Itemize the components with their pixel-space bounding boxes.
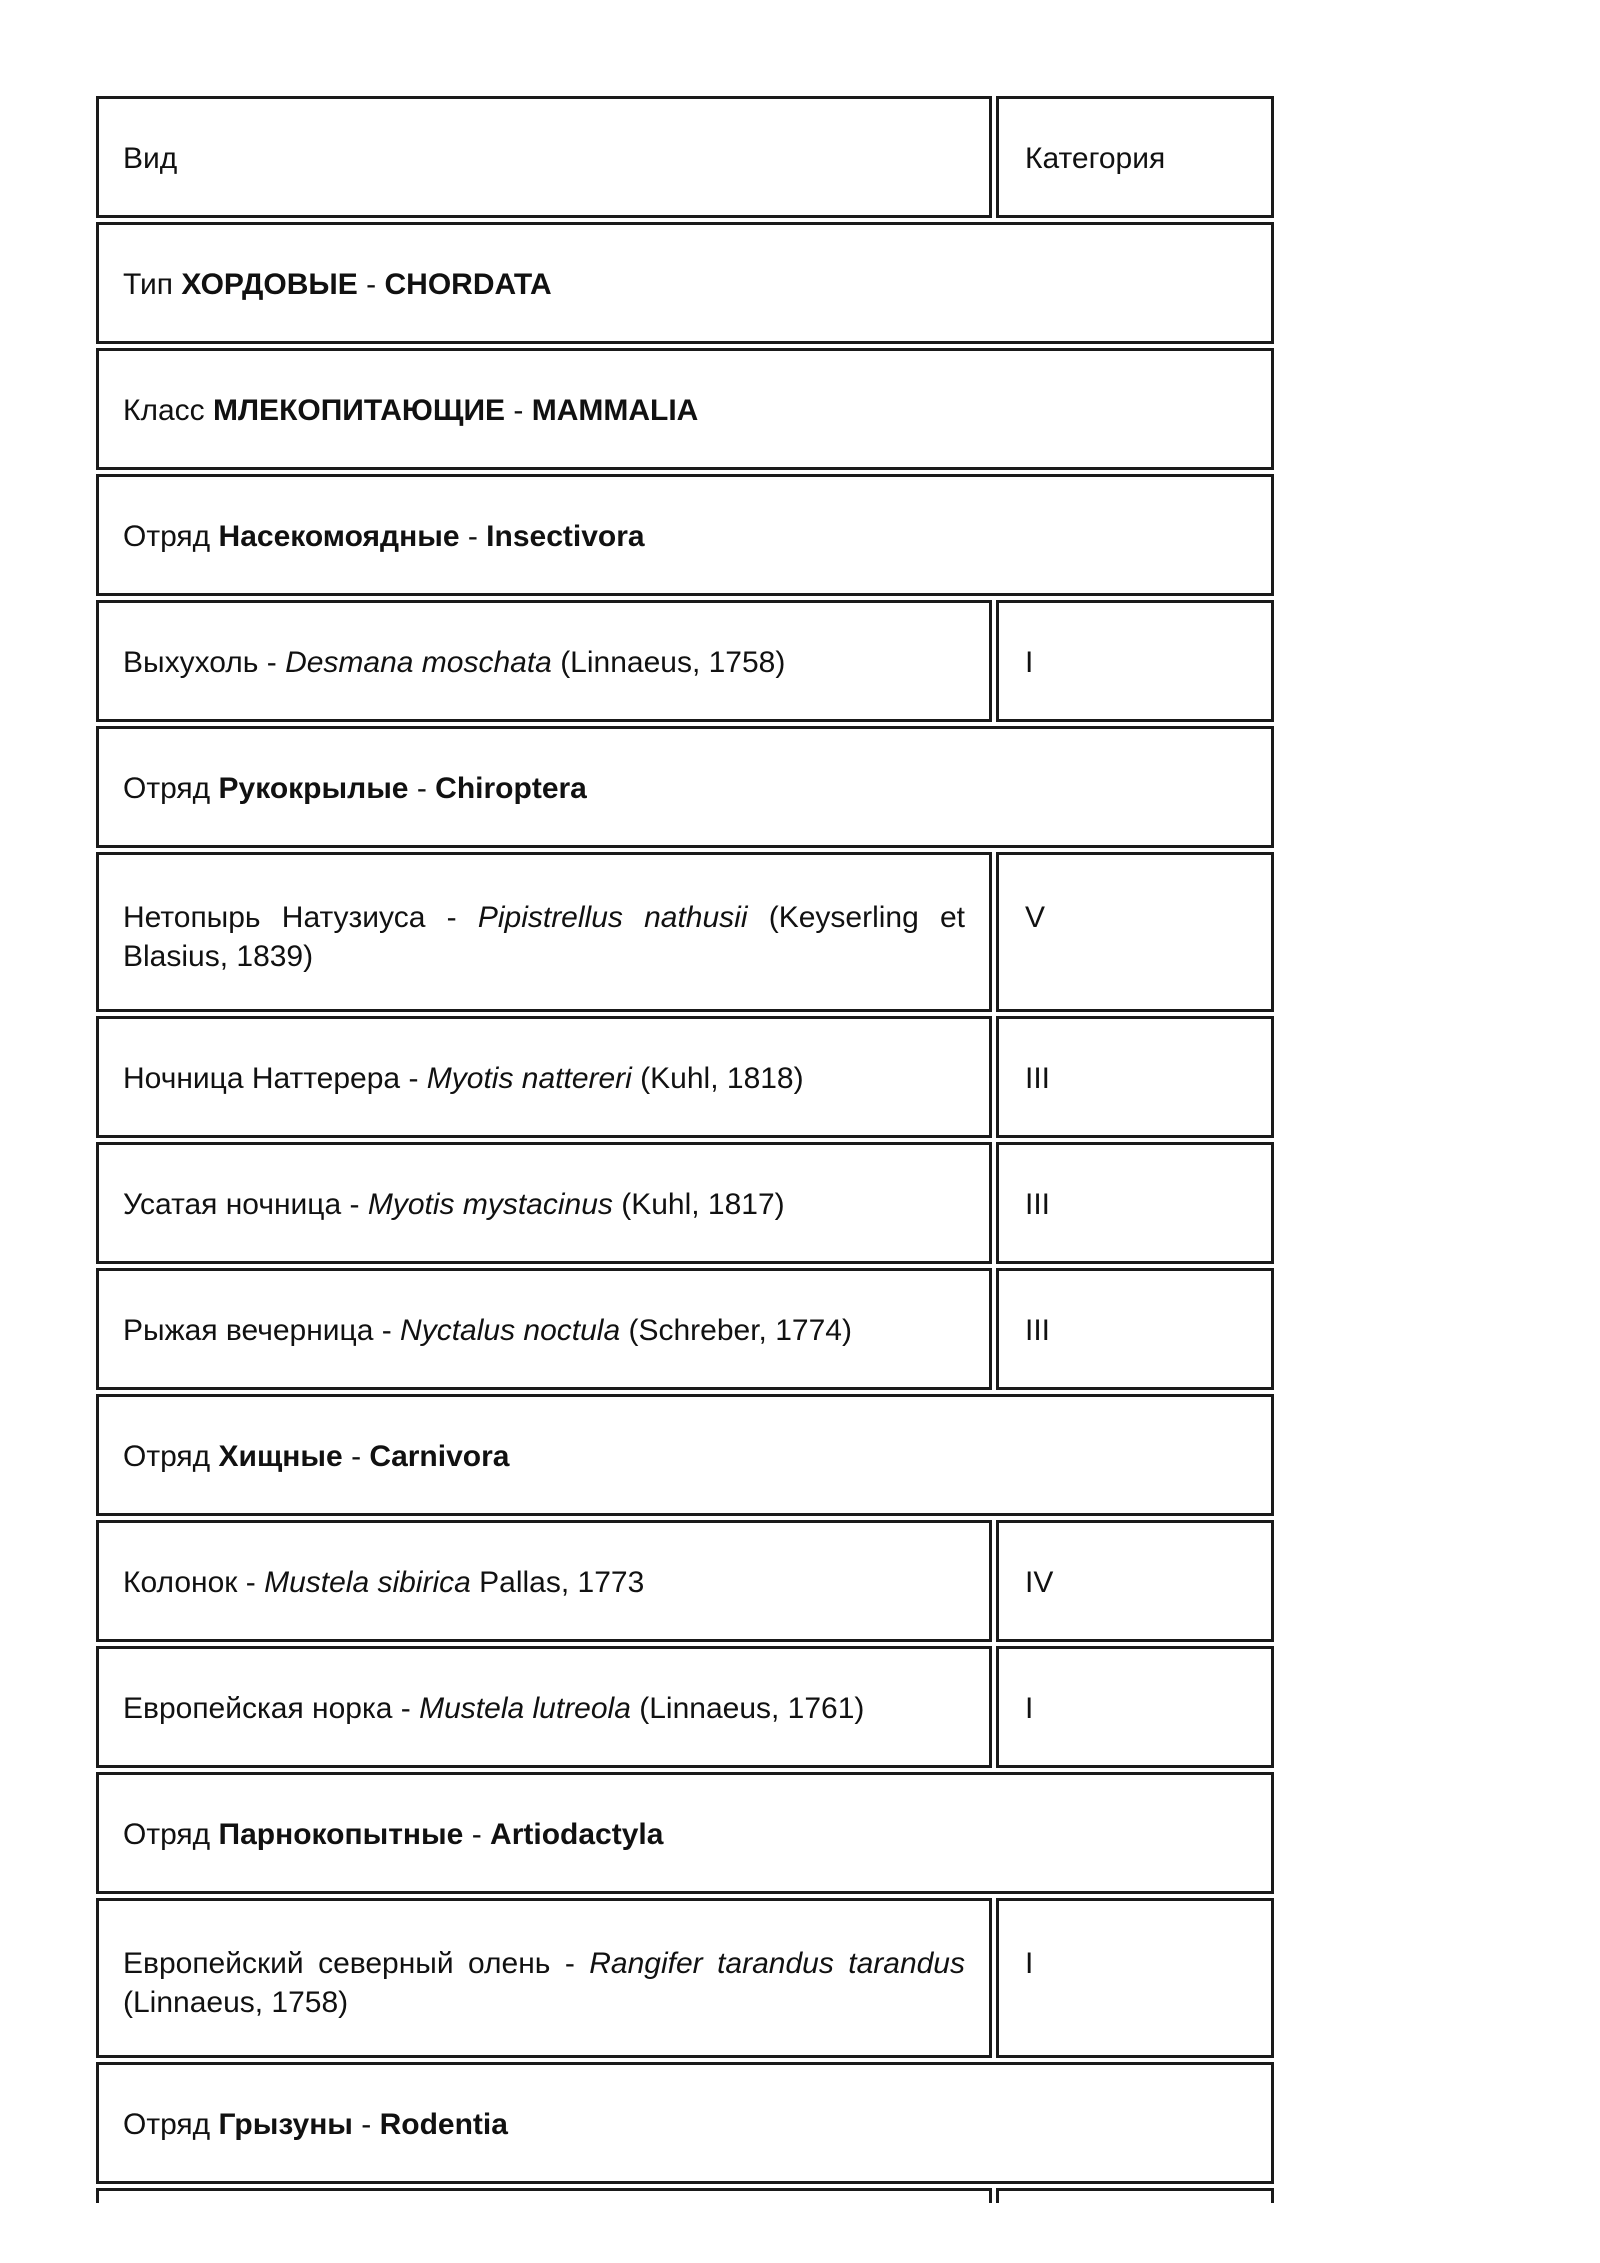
table-row <box>96 1646 1274 1768</box>
table-row <box>96 1394 1274 1516</box>
rank-name-ru: Парнокопытные <box>218 1818 464 1851</box>
rank-prefix: Отряд <box>123 520 211 553</box>
rank-cell <box>96 726 1274 848</box>
table-row <box>96 348 1274 470</box>
rank-prefix: Тип <box>123 268 174 301</box>
rank-prefix: Класс <box>123 394 205 427</box>
rank-prefix: Отряд <box>123 1440 211 1473</box>
rank-name-ru: Рукокрылые <box>218 772 409 805</box>
rank-cell <box>96 1394 1274 1516</box>
category-cell-cut <box>996 2188 1274 2203</box>
rank-cell <box>96 2062 1274 2184</box>
rank-separator: - <box>352 2108 380 2141</box>
category-cell: III <box>996 1016 1274 1138</box>
table-row <box>96 1268 1274 1390</box>
species-name-lat: Myotis nattereri <box>426 1062 632 1095</box>
species-name-ru: Колонок - <box>123 1566 265 1599</box>
rank-name-lat: CHORDATA <box>384 268 552 301</box>
species-name-lat: Nyctalus noctula <box>400 1314 621 1347</box>
category-cell: III <box>996 1268 1274 1390</box>
rank-name-lat: Insectivora <box>486 520 645 553</box>
table-row <box>96 852 1274 1012</box>
species-cell <box>96 852 992 1012</box>
category-cell: I <box>996 1646 1274 1768</box>
rank-name-ru: Насекомоядные <box>218 520 460 553</box>
table-row <box>96 222 1274 344</box>
species-name-lat: Mustela sibirica <box>264 1566 471 1599</box>
species-author: (Kuhl, 1818) <box>631 1062 804 1095</box>
species-name-lat: Mustela lutreola <box>419 1692 631 1725</box>
rank-cell <box>96 1772 1274 1894</box>
table-row <box>96 2062 1274 2184</box>
rank-prefix: Отряд <box>123 772 211 805</box>
rank-prefix: Отряд <box>123 2108 211 2141</box>
rank-name-lat: Rodentia <box>379 2108 508 2141</box>
table-header-row <box>96 96 1274 218</box>
rank-separator: - <box>459 520 487 553</box>
rank-separator: - <box>357 268 385 301</box>
species-name-ru: Выхухоль - <box>123 646 286 679</box>
species-cell <box>96 1016 992 1138</box>
table-row <box>96 474 1274 596</box>
species-name-ru: Рыжая вечерница - <box>123 1314 401 1347</box>
table-row <box>96 600 1274 722</box>
rank-cell <box>96 348 1274 470</box>
table-row <box>96 1016 1274 1138</box>
table-row-partial <box>96 2188 1274 2203</box>
species-author: (Linnaeus, 1761) <box>630 1692 865 1725</box>
rank-name-ru: МЛЕКОПИТАЮЩИЕ <box>213 394 506 427</box>
rank-name-lat: Artiodactyla <box>490 1818 664 1851</box>
table-row <box>96 1520 1274 1642</box>
species-cell <box>96 600 992 722</box>
rank-cell <box>96 474 1274 596</box>
species-cell <box>96 1520 992 1642</box>
rank-name-ru: ХОРДОВЫЕ <box>181 268 358 301</box>
species-name-ru: Ночница Наттерера - <box>123 1062 427 1095</box>
rank-separator: - <box>342 1440 370 1473</box>
rank-name-lat: Chiroptera <box>435 772 587 805</box>
species-name-lat: Pipistrellus nathusii <box>477 901 748 934</box>
species-cell <box>96 1646 992 1768</box>
category-cell: I <box>996 1898 1274 2058</box>
species-author: (Linnaeus, 1758) <box>551 646 786 679</box>
species-author: (Linnaeus, 1758) <box>123 1986 349 2019</box>
species-author: (Schreber, 1774) <box>620 1314 852 1347</box>
species-name-lat: Myotis mystacinus <box>367 1188 613 1221</box>
rank-name-lat: MAMMALIA <box>531 394 699 427</box>
table-row <box>96 1898 1274 2058</box>
species-name-ru: Европейская норка - <box>123 1692 420 1725</box>
species-name-lat: Rangifer tarandus tarandus <box>589 1947 965 1980</box>
header-species: Вид <box>96 96 992 218</box>
rank-separator: - <box>408 772 436 805</box>
rank-separator: - <box>505 394 532 427</box>
rank-cell <box>96 222 1274 344</box>
species-name-lat: Desmana moschata <box>285 646 552 679</box>
category-cell: III <box>996 1142 1274 1264</box>
species-cell-cut <box>96 2188 992 2203</box>
species-cell <box>96 1898 992 2058</box>
rank-name-ru: Хищные <box>218 1440 343 1473</box>
table-row <box>96 1142 1274 1264</box>
species-cell <box>96 1268 992 1390</box>
species-author: (Kuhl, 1817) <box>612 1188 785 1221</box>
table-row <box>96 726 1274 848</box>
rank-name-lat: Carnivora <box>369 1440 510 1473</box>
red-book-table <box>96 96 1274 2203</box>
rank-name-ru: Грызуны <box>218 2108 353 2141</box>
category-cell: IV <box>996 1520 1274 1642</box>
header-category: Категория <box>996 96 1274 218</box>
species-cell <box>96 1142 992 1264</box>
species-name-ru: Европейский северный олень - <box>123 1947 590 1980</box>
species-author: (Keyserling et Blasius, 1839) <box>123 901 966 973</box>
species-name-ru: Нетопырь Натузиуса - <box>123 901 478 934</box>
rank-separator: - <box>463 1818 491 1851</box>
category-cell: I <box>996 600 1274 722</box>
table-row <box>96 1772 1274 1894</box>
rank-prefix: Отряд <box>123 1818 211 1851</box>
category-cell: V <box>996 852 1274 1012</box>
species-author: Pallas, 1773 <box>470 1566 645 1599</box>
species-name-ru: Усатая ночница - <box>123 1188 368 1221</box>
